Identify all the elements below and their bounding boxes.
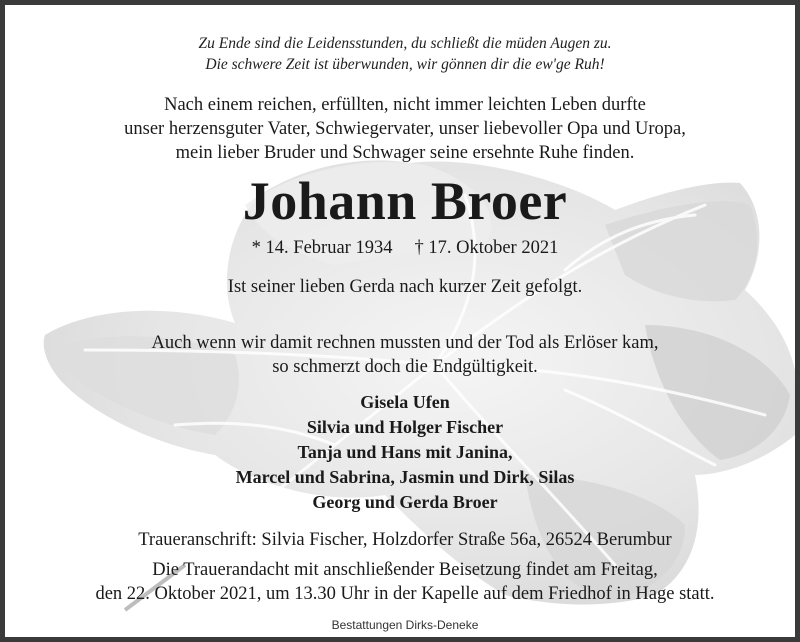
family-member: Tanja und Hans mit Janina, — [297, 442, 513, 462]
thought-line: Auch wenn wir damit rechnen mussten und der Tod als Erlöser kam, — [151, 333, 659, 353]
family-member: Georg und Gerda Broer — [312, 492, 498, 512]
intro-line: unser herzensguter Vater, Schwiegervater, unser liebevoller Opa und Uropa, — [124, 119, 686, 139]
intro-line: mein lieber Bruder und Schwager seine ersehnte Ruhe finden. — [175, 143, 635, 163]
family-member: Silvia und Holger Fischer — [306, 417, 504, 437]
service-line: den 22. Oktober 2021, um 13.30 Uhr in der Kapelle auf dem Friedhof in Hage statt. — [95, 584, 715, 604]
family-member: Gisela Ufen — [360, 392, 450, 412]
birth-date: * 14. Februar 1934 — [251, 238, 393, 258]
service-line: Die Trauerandacht mit anschließender Beisetzung findet am Freitag, — [152, 560, 658, 580]
deceased-name: Johann Broer — [242, 171, 568, 231]
thought-line: so schmerzt doch die Endgültigkeit. — [272, 357, 538, 377]
poem-line: Die schwere Zeit ist überwunden, wir gönnen dir die ew'ge Ruh! — [205, 56, 605, 73]
funeral-home: Bestattungen Dirks-Deneke — [331, 618, 479, 632]
family-member: Marcel und Sabrina, Jasmin und Dirk, Silas — [235, 467, 575, 487]
life-dates — [5, 238, 800, 259]
death-date: † 17. Oktober 2021 — [414, 238, 559, 258]
poem-line: Zu Ende sind die Leidensstunden, du schließt die müden Augen zu. — [198, 35, 612, 52]
notice-text — [5, 5, 800, 642]
followed-text: Ist seiner lieben Gerda nach kurzer Zeit gefolgt. — [227, 277, 583, 297]
intro-line: Nach einem reichen, erfüllten, nicht immer leichten Leben durfte — [164, 95, 646, 115]
mourning-address: Traueranschrift: Silvia Fischer, Holzdorfer Straße 56a, 26524 Berumbur — [138, 530, 672, 550]
